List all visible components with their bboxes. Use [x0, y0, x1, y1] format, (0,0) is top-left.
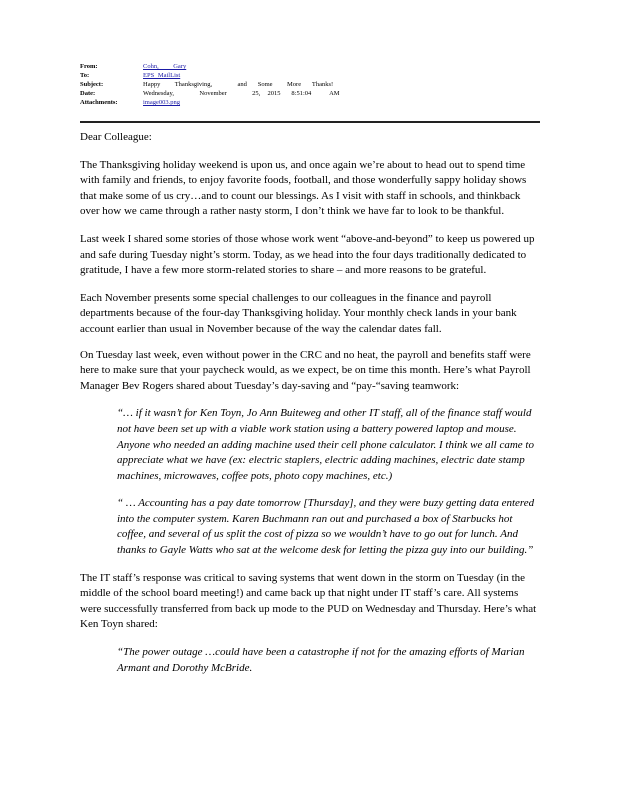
paragraph-1: The Thanksgiving holiday weekend is upon us, and once again we’re about to head out to spend time with family and friends, to enjoy favorite foods, football, and those wonderfully sappy holiday shows that make some of us cry…and to count our blessings. As I visit with staff in schools, and thinkback over how we came through a rather nasty storm, I don’t think we have far to look to be thankful. — [80, 158, 527, 218]
to-label: To: — [80, 72, 90, 79]
subject-row — [80, 80, 550, 89]
from-label: From: — [80, 63, 98, 70]
subject-value: Happy Thanksgiving, and Some More Thanks! — [143, 81, 334, 88]
paragraph-4: On Tuesday last week, even without power in the CRC and no heat, the payroll and benefits staff were here to make sure that your paycheck would, as we expect, be on time this month. Here’s what Payroll Manager Bev Rogers shared about Tuesday’s day-saving and “pay-“saving teamwork: — [80, 348, 531, 392]
email-header — [80, 62, 550, 107]
attachment-link[interactable]: image003.png — [143, 99, 181, 106]
paragraph-5: The IT staff’s response was critical to saving systems that went down in the storm on Tuesday (in the middle of the school board meeting!) and came back up that night under IT staff’s care. All systems were successfully transferred from back up mode to the PUD on Wednesday and Thursday. Here’s what Ken Toyn shared: — [80, 571, 537, 631]
attachments-label: Attachments: — [80, 99, 118, 106]
greeting: Dear Colleague: — [80, 131, 152, 143]
quote-1: “… if it wasn’t for Ken Toyn, Jo Ann Buiteweg and other IT staff, all of the finance staff would not have been set up with a viable work station using a battery powered laptop and mouse. Anyone who needed an adding machine used their cell phone calculator. I think we all came to appreciate what we have (ex: electric staplers, electric adding machines, electric date stamp machines, microwaves, coffee pots, photo copy machines, etc.) — [117, 407, 534, 482]
header-divider — [80, 121, 540, 123]
date-value: Wednesday, November 25, 2015 8:51:04 AM — [143, 90, 340, 97]
attachments-row — [80, 98, 550, 107]
from-value[interactable]: Cohn, Gary — [143, 63, 187, 70]
date-row — [80, 89, 550, 98]
date-label: Date: — [80, 90, 96, 97]
subject-label: Subject: — [80, 81, 104, 88]
quote-3: “The power outage …could have been a catastrophe if not for the amazing efforts of Marian Armant and Dorothy McBride. — [117, 646, 525, 674]
to-row — [80, 71, 550, 80]
to-value[interactable]: EPS MailList — [143, 72, 181, 79]
paragraph-2: Last week I shared some stories of those whose work went “above-and-beyond” to keep us powered up and safe during Tuesday night’s storm. Today, as we head into the four days traditionally dedicated to gratitude, I have a few more storm-related stories to share – and more reasons to be grateful. — [80, 232, 535, 277]
email-body — [80, 130, 540, 688]
from-row — [80, 62, 550, 71]
quote-2: “ … Accounting has a pay date tomorrow [Thursday], and they were buzy getting data entered into the computer system. Karen Buchmann ran out and purchased a box of Starbucks hot coffee, and several of us split the cost of pizza so we wouldn’t have to go out for lunch. And thanks to Gayle Watts who sat at the welcome desk for letting the pizza guy into our building.” — [117, 497, 535, 557]
paragraph-3: Each November presents some special challenges to our colleagues in the finance and payroll departments because of the four-day Thanksgiving holiday. Your monthly check lands in your bank account earlier than usual in November because of the way the calendar dates fall. — [80, 291, 517, 335]
